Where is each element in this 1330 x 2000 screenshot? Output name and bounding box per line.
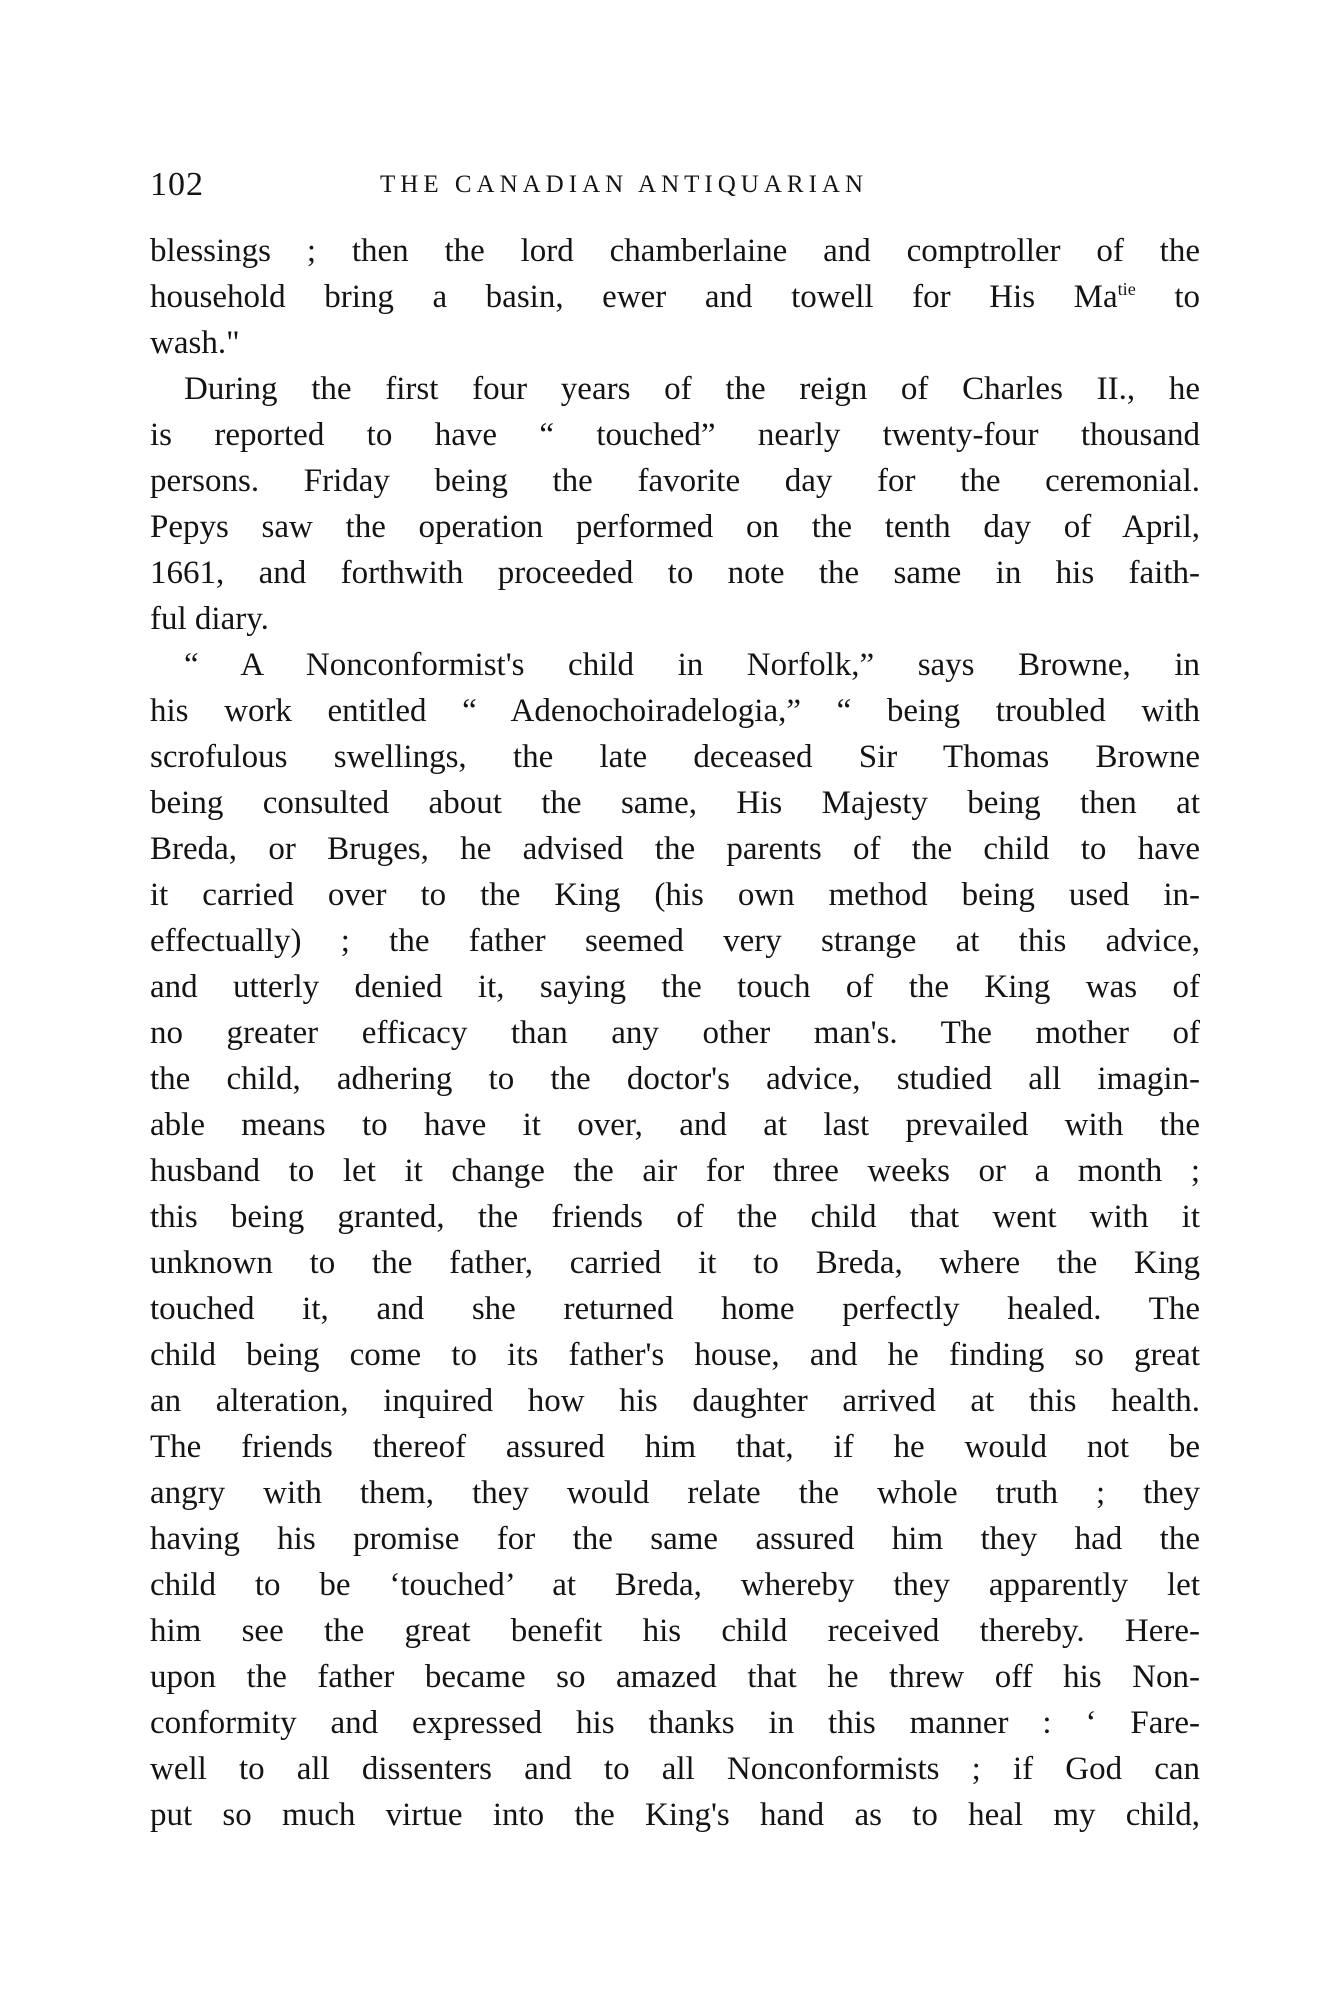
text-line: touched it, and she returned home perfectly healed. The [150, 1291, 1200, 1327]
superscript-abbreviation: tie [1117, 279, 1136, 299]
paragraph-first-line: During the first four years of the reign of Charles II., he [184, 371, 1200, 407]
text-line: child to be ‘touched’ at Breda, whereby they apparently let [150, 1567, 1200, 1603]
text-line: scrofulous swellings, the late deceased Sir Thomas Browne [150, 739, 1200, 775]
text-line: effectually) ; the father seemed very strange at this advice, [150, 923, 1200, 959]
text-line: upon the father became so amazed that he threw off his Non- [150, 1659, 1200, 1695]
text-line: Pepys saw the operation performed on the tenth day of April, [150, 509, 1200, 545]
text-line: 1661, and forthwith proceeded to note the same in his faith- [150, 555, 1200, 591]
text-line: able means to have it over, and at last prevailed with the [150, 1107, 1200, 1143]
text-line: an alteration, inquired how his daughter arrived at this health. [150, 1383, 1200, 1419]
text-line: angry with them, they would relate the whole truth ; they [150, 1475, 1200, 1511]
text-line: Breda, or Bruges, he advised the parents of the child to have [150, 831, 1200, 867]
text-line: it carried over to the King (his own method being used in- [150, 877, 1200, 913]
text-line: is reported to have “ touched” nearly twenty-four thousand [150, 417, 1200, 453]
text-line: unknown to the father, carried it to Breda, where the King [150, 1245, 1200, 1281]
text-line: being consulted about the same, His Majesty being then at [150, 785, 1200, 821]
page-number: 102 [150, 166, 204, 203]
text-line: wash." [150, 325, 240, 361]
text-line-part: household bring a basin, ewer and towell for His Ma [150, 279, 1118, 315]
text-line [150, 274, 1200, 320]
text-line: child being come to its father's house, and he finding so great [150, 1337, 1200, 1373]
text-line-part: to [1135, 279, 1200, 315]
body-text [150, 228, 1200, 1838]
running-title: THE CANADIAN ANTIQUARIAN [380, 171, 869, 198]
text-line: his work entitled “ Adenochoiradelogia,” “ being troubled with [150, 693, 1200, 729]
text-line: put so much virtue into the King's hand as to heal my child, [150, 1797, 1200, 1833]
text-line: persons. Friday being the favorite day for the ceremonial. [150, 463, 1200, 499]
text-line: this being granted, the friends of the child that went with it [150, 1199, 1200, 1235]
text-line: blessings ; then the lord chamberlaine and comptroller of the [150, 233, 1200, 269]
text-line: husband to let it change the air for three weeks or a month ; [150, 1153, 1200, 1189]
text-line: and utterly denied it, saying the touch of the King was of [150, 969, 1200, 1005]
text-line: ful diary. [150, 601, 269, 637]
text-line: no greater efficacy than any other man's. The mother of [150, 1015, 1200, 1051]
text-line: The friends thereof assured him that, if he would not be [150, 1429, 1200, 1465]
text-line: the child, adhering to the doctor's advice, studied all imagin- [150, 1061, 1200, 1097]
text-line: having his promise for the same assured him they had the [150, 1521, 1200, 1557]
paragraph-first-line: “ A Nonconformist's child in Norfolk,” says Browne, in [184, 647, 1200, 683]
text-line: conformity and expressed his thanks in this manner : ‘ Fare- [150, 1705, 1200, 1741]
text-line: him see the great benefit his child received thereby. Here- [150, 1613, 1200, 1649]
running-head [150, 160, 1200, 210]
text-line: well to all dissenters and to all Nonconformists ; if God can [150, 1751, 1200, 1787]
